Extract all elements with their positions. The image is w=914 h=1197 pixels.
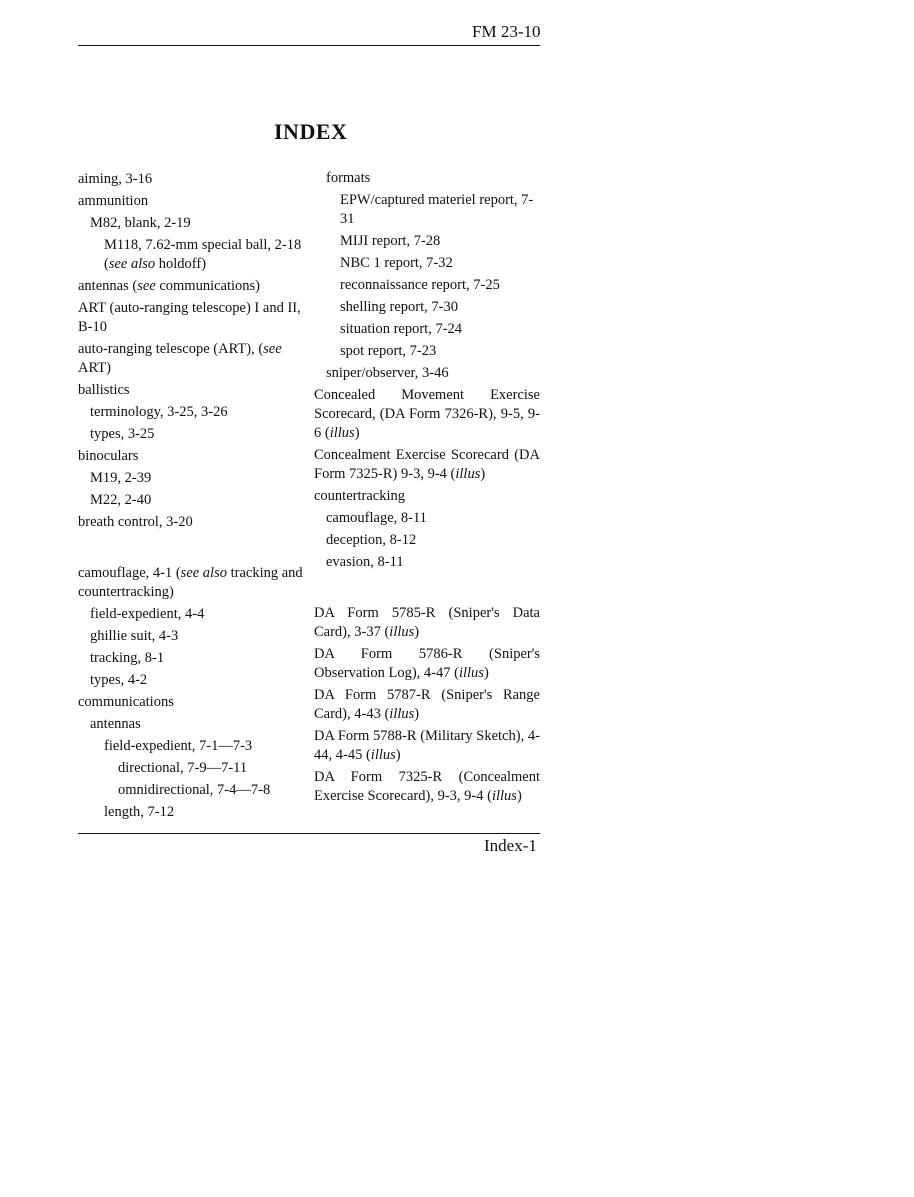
page-title: INDEX [274, 119, 348, 144]
index-entry: DA Form 5788-R (Military Sketch), 4-44, 4-45 (illus) [314, 728, 540, 763]
index-entry: spot report, 7-23 [340, 343, 437, 359]
index-entry: MIJI report, 7-28 [340, 233, 441, 249]
index-entry: Concealed Movement Exercise Scorecard, (DA Form 7326-R), 9-5, 9-6 (illus) [314, 387, 540, 441]
index-entry: evasion, 8-11 [326, 554, 404, 570]
index-entry: field-expedient, 7-1—7-3 [104, 738, 253, 754]
index-entry: countertracking [314, 488, 405, 504]
index-entry: breath control, 3-20 [78, 514, 193, 530]
index-entry: camouflage, 8-11 [326, 510, 427, 526]
index-left-column [78, 170, 306, 825]
index-gap [78, 535, 306, 564]
index-entry: formats [326, 170, 371, 186]
index-entry: tracking, 8-1 [90, 650, 165, 666]
index-entry: DA Form 5785-R (Sniper's Data Card), 3-37 (illus) [314, 605, 540, 640]
index-entry: shelling report, 7-30 [340, 299, 458, 315]
header-rule [78, 45, 540, 46]
index-entry: antennas (see communications) [78, 278, 260, 294]
index-entry: situation report, 7-24 [340, 321, 463, 337]
index-entry: DA Form 5786-R (Sniper's Observation Log), 4-47 (illus) [314, 646, 540, 681]
index-entry: M22, 2-40 [90, 492, 152, 508]
index-gap [314, 575, 540, 604]
index-entry: Concealment Exercise Scorecard (DA Form 7325-R) 9-3, 9-4 (illus) [314, 447, 540, 482]
index-entry: terminology, 3-25, 3-26 [90, 404, 228, 420]
index-entry: ART (auto-ranging telescope) I and II, B-10 [78, 300, 301, 335]
index-entry: M19, 2-39 [90, 470, 152, 486]
index-entry: reconnaissance report, 7-25 [340, 277, 500, 293]
index-entry: types, 4-2 [90, 672, 148, 688]
document-number: FM 23-10 [472, 22, 541, 41]
index-entry: aiming, 3-16 [78, 171, 153, 187]
index-entry: M82, blank, 2-19 [90, 215, 191, 231]
page-number: Index-1 [484, 836, 537, 855]
index-entry: antennas [90, 716, 141, 732]
index-entry: binoculars [78, 448, 139, 464]
index-entry: NBC 1 report, 7-32 [340, 255, 453, 271]
index-entry: sniper/observer, 3-46 [326, 365, 449, 381]
index-entry: deception, 8-12 [326, 532, 417, 548]
index-entry: DA Form 7325-R (Concealment Exercise Scorecard), 9-3, 9-4 (illus) [314, 769, 540, 804]
index-entry: length, 7-12 [104, 804, 175, 820]
index-entry: field-expedient, 4-4 [90, 606, 205, 622]
footer-rule [78, 833, 540, 834]
index-entry: ballistics [78, 382, 130, 398]
index-entry: ammunition [78, 193, 149, 209]
index-entry: types, 3-25 [90, 426, 155, 442]
index-entry: DA Form 5787-R (Sniper's Range Card), 4-43 (illus) [314, 687, 540, 722]
index-entry: auto-ranging telescope (ART), (see ART) [78, 341, 282, 376]
index-right-column [314, 169, 540, 809]
index-entry: camouflage, 4-1 (see also tracking and countertracking) [78, 565, 303, 600]
index-entry: communications [78, 694, 174, 710]
index-entry: ghillie suit, 4-3 [90, 628, 179, 644]
index-entry: EPW/captured materiel report, 7-31 [340, 192, 534, 227]
index-entry: omnidirectional, 7-4—7-8 [118, 782, 271, 798]
index-entry: directional, 7-9—7-11 [118, 760, 248, 776]
index-entry: M118, 7.62-mm special ball, 2-18 (see also holdoff) [104, 237, 302, 272]
